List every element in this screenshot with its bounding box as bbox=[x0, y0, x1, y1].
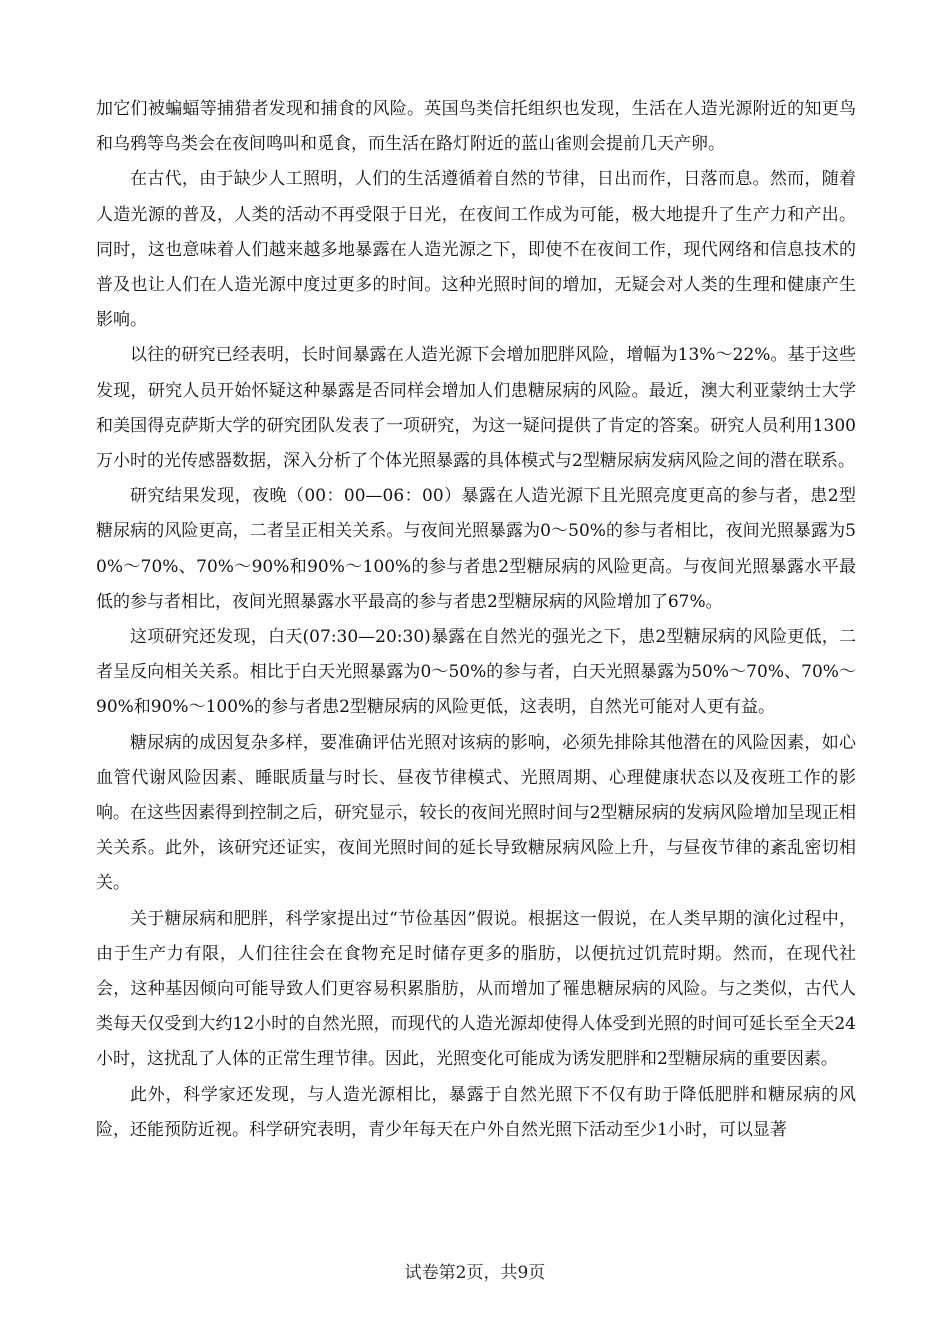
paragraph-3: 以往的研究已经表明，长时间暴露在人造光源下会增加肥胖风险，增幅为13%～22%。基于这些发现，研究人员开始怀疑这种暴露是否同样会增加人们患糖尿病的风险。最近，澳大利亚蒙纳士大学和美国得克萨斯大学的研究团队发表了一项研究，为这一疑问提供了肯定的答案。研究人员利用1300万小时的光传感器数据，深入分析了个体光照暴露的具体模式与2型糖尿病发病风险之间的潜在联系。 bbox=[96, 345, 856, 472]
paragraph-5: 这项研究还发现，白天(07:30—20:30)暴露在自然光的强光之下，患2型糖尿病的风险更低，二者呈反向相关关系。相比于白天光照暴露为0～50%的参与者，白天光照暴露为50%～70%、70%～90%和90%～100%的参与者患2型糖尿病的风险更低，这表明，自然光可能对人更有益。 bbox=[96, 627, 856, 718]
paragraph-1: 加它们被蝙蝠等捕猎者发现和捕食的风险。英国鸟类信托组织也发现，生活在人造光源附近的知更鸟和乌鸦等鸟类会在夜间鸣叫和觅食，而生活在路灯附近的蓝山雀则会提前几天产卵。 bbox=[96, 99, 856, 155]
paragraph-2: 在古代，由于缺少人工照明，人们的生活遵循着自然的节律，日出而作，日落而息。然而，随着人造光源的普及，人类的活动不再受限于日光，在夜间工作成为可能，极大地提升了生产力和产出。同时，这也意味着人们越来越多地暴露在人造光源之下，即使不在夜间工作，现代网络和信息技术的普及也让人们在人造光源中度过更多的时间。这种光照时间的增加，无疑会对人类的生理和健康产生影响。 bbox=[96, 169, 856, 331]
paragraph-4: 研究结果发现，夜晚（00：00—06：00）暴露在人造光源下且光照亮度更高的参与者，患2型糖尿病的风险更高，二者呈正相关关系。与夜间光照暴露为0～50%的参与者相比，夜间光照暴露为50%～70%、70%～90%和90%～100%的参与者患2型糖尿病的风险更高。与夜间光照暴露水平最低的参与者相比，夜间光照暴露水平最高的参与者患2型糖尿病的风险增加了67%。 bbox=[96, 486, 856, 612]
document-body bbox=[96, 92, 856, 1148]
paragraph-8: 此外，科学家还发现，与人造光源相比，暴露于自然光照下不仅有助于降低肥胖和糖尿病的风险，还能预防近视。科学研究表明，青少年每天在户外自然光照下活动至少1小时，可以显著 bbox=[96, 1084, 856, 1140]
paragraph-7: 关于糖尿病和肥胖，科学家提出过“节俭基因”假说。根据这一假说，在人类早期的演化过程中，由于生产力有限，人们往往会在食物充足时储存更多的脂肪，以便抗过饥荒时期。然而，在现代社会，这种基因倾向可能导致人们更容易积累脂肪，从而增加了罹患糖尿病的风险。与之类似，古代人类每天仅受到大约12小时的自然光照，而现代的人造光源却使得人体受到光照的时间可延长至全天24小时，这扰乱了人体的正常生理节律。因此，光照变化可能成为诱发肥胖和2型糖尿病的重要因素。 bbox=[96, 908, 856, 1070]
page-footer: 试卷第2页，共9页 bbox=[404, 1263, 546, 1283]
paragraph-6: 糖尿病的成因复杂多样，要准确评估光照对该病的影响，必须先排除其他潜在的风险因素，如心血管代谢风险因素、睡眠质量与时长、昼夜节律模式、光照周期、心理健康状态以及夜班工作的影响。在这些因素得到控制之后，研究显示，较长的夜间光照时间与2型糖尿病的发病风险增加呈现正相关关系。此外，该研究还证实，夜间光照时间的延长导致糖尿病风险上升，与昼夜节律的紊乱密切相关。 bbox=[96, 732, 856, 894]
